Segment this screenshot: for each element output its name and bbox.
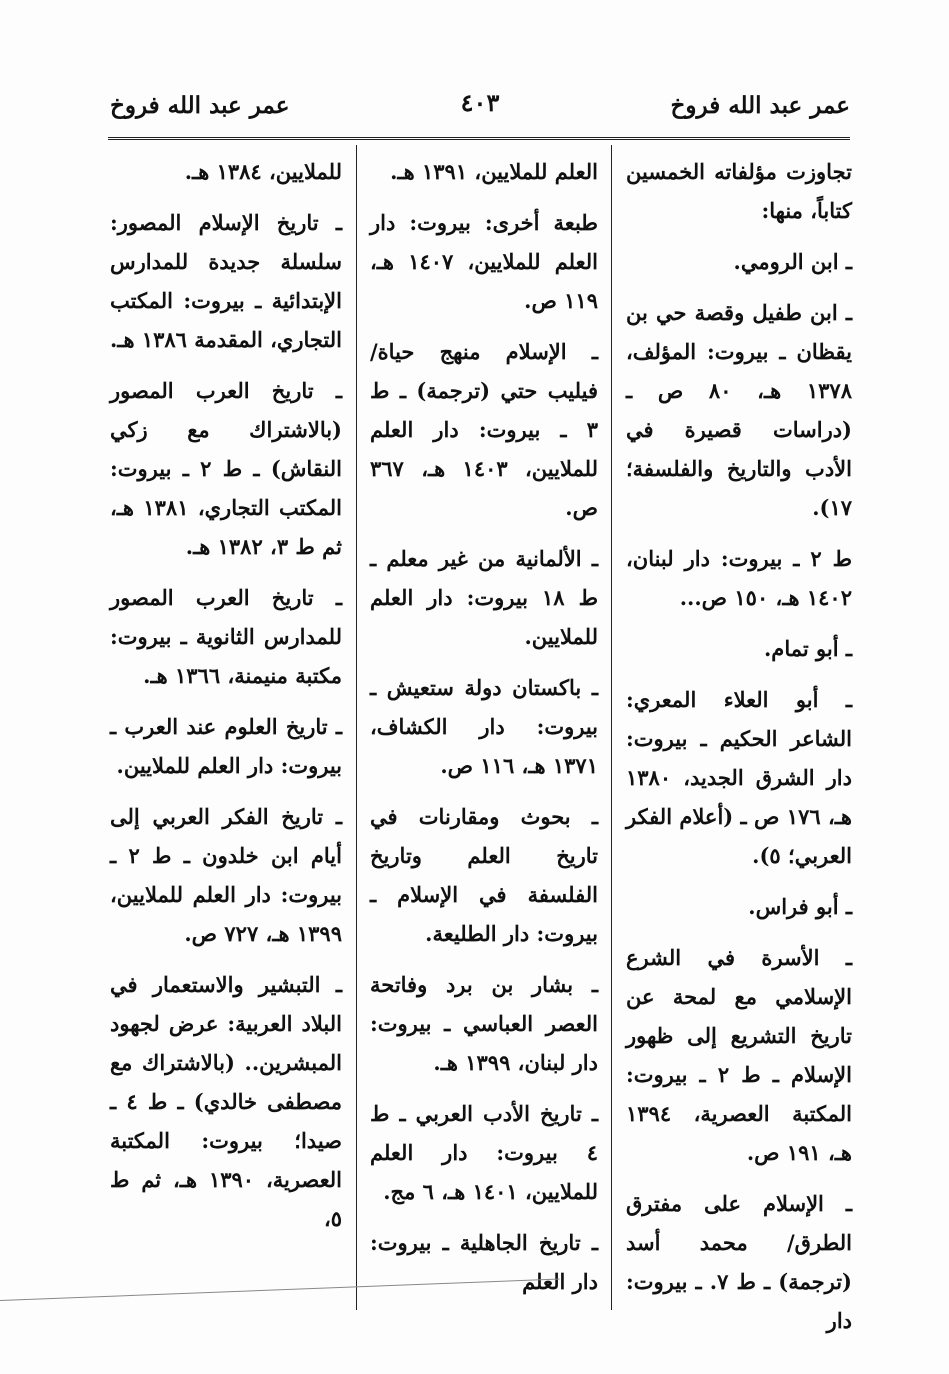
page-header xyxy=(110,88,850,128)
bib-entry xyxy=(110,371,342,566)
bib-entry xyxy=(370,152,598,191)
entry-text: ـ تاريخ الجاهلية ـ بيروت: دار العلم xyxy=(370,1230,598,1294)
bib-entry xyxy=(626,887,852,926)
bib-entry xyxy=(110,578,342,695)
column-right xyxy=(626,152,853,1333)
entry-text: طبعة أخرى: بيروت: دار العلم للملايين، ١٤٠٧ هـ، ١١٩ ص. xyxy=(370,210,598,313)
entry-text: ـ الإسلام منهج حياة/ فيليب حتي (ترجمة) ـ ط ٣ ـ بيروت: دار العلم للملايين، ١٤٠٣ هـ، ٣٦٧ ص. xyxy=(370,339,598,520)
entry-text: ـ تاريخ الإسلام المصور: سلسلة جديدة للمدارس الإبتدائية ـ بيروت: المكتب التجاري، المقدمة ١٣٨٦ هـ. xyxy=(109,210,342,352)
bib-entry xyxy=(110,965,342,1238)
bib-entry xyxy=(110,707,342,785)
bib-entry xyxy=(110,203,342,359)
bib-entry xyxy=(110,797,342,953)
entry-text: ـ الأسرة في الشرع الإسلامي مع لمحة عن تاريخ التشريع إلى ظهور الإسلام ـ ط ٢ ـ بيروت: المكتبة العصرية، ١٣٩٤ هـ، ١٩١ ص. xyxy=(626,945,852,1165)
entry-text: للملايين، ١٣٨٤ هـ. xyxy=(184,159,342,184)
entry-text: ـ ابن الرومي. xyxy=(733,249,852,274)
column-left xyxy=(110,152,342,1312)
bib-entry xyxy=(370,965,598,1082)
entry-text: ـ التبشير والاستعمار في البلاد العربية: عرض لجهود المبشرين.. (بالاشتراك مع مصطفى خالدي) ـ ط ٤ ـ صيدا؛ بيروت: المكتبة العصرية، ١٣٩٠ هـ، ثم ط ٥، xyxy=(110,972,342,1231)
bib-entry xyxy=(626,1184,852,1340)
bib-entry xyxy=(370,1094,598,1211)
column-divider xyxy=(611,145,612,1310)
entry-text: ـ تاريخ العلوم عند العرب ـ بيروت: دار العلم للملايين. xyxy=(110,714,342,778)
bib-entry xyxy=(626,242,852,281)
running-head-left: عمر عبد الله فروخ xyxy=(110,92,290,119)
entry-text: ـ أبو فراس. xyxy=(748,894,852,919)
page-number: ٤٠٣ xyxy=(460,88,500,117)
entry-text: تجاوزت مؤلفاته الخمسين كتاباً، منها: xyxy=(626,159,852,223)
bib-entry xyxy=(370,1223,598,1301)
bib-entry xyxy=(370,668,598,785)
entry-text: ـ بحوث ومقارنات في تاريخ العلم وتاريخ الفلسفة في الإسلام ـ بيروت: دار الطليعة. xyxy=(370,804,598,946)
bib-entry xyxy=(626,293,852,527)
running-head-right: عمر عبد الله فروخ xyxy=(670,92,850,119)
bib-entry xyxy=(110,152,342,191)
bib-entry xyxy=(626,539,852,617)
entry-text: ـ الإسلام على مفترق الطرق/ محمد أسد (ترجمة) ـ ط ٧. ـ بيروت: دار xyxy=(626,1191,852,1333)
entry-text: ـ تاريخ العرب المصور (بالاشتراك مع زكي النقاش) ـ ط ٢ ـ بيروت: المكتب التجاري، ١٣٨١ هـ، ثم ط ٣، ١٣٨٢ هـ. xyxy=(110,378,342,559)
entry-text: ـ تاريخ الفكر العربي إلى أيام ابن خلدون ـ ط ٢ ـ بيروت: دار العلم للملايين، ١٣٩٩ هـ، ٧٢٧ ص. xyxy=(110,804,342,946)
bib-entry xyxy=(626,680,852,875)
entry-text: ـ تاريخ الأدب العربي ـ ط ٤ بيروت: دار العلم للملايين، ١٤٠١ هـ، ٦ مج. xyxy=(370,1101,598,1204)
entry-text: ط ٢ ـ بيروت: دار لبنان، ١٤٠٢ هـ، ١٥٠ ص... xyxy=(626,546,853,610)
entry-text: ـ الألمانية من غير معلم ـ ط ١٨ بيروت: دار العلم للملايين. xyxy=(370,546,599,649)
column-middle xyxy=(370,152,598,1312)
bib-entry xyxy=(370,332,598,527)
entry-text: ـ ابن طفيل وقصة حي بن يقظان ـ بيروت: المؤلف، ١٣٧٨ هـ، ٨٠ ص ـ (دراسات قصيرة في الأدب والتاريخ والفلسفة؛ ١٧). xyxy=(626,300,852,520)
entry-text: ـ باكستان دولة ستعيش ـ بيروت: دار الكشاف، ١٣٧١ هـ، ١١٦ ص. xyxy=(370,675,598,778)
bib-entry xyxy=(626,152,852,230)
header-rule xyxy=(108,137,850,140)
bib-entry xyxy=(370,539,598,656)
bib-entry xyxy=(370,203,598,320)
column-divider xyxy=(356,145,357,1310)
entry-text: ـ أبو العلاء المعري: الشاعر الحكيم ـ بيروت: دار الشرق الجديد، ١٣٨٠ هـ، ١٧٦ ص ـ (أعلام الفكر العربي؛ ٥). xyxy=(626,687,852,868)
bib-entry xyxy=(370,797,598,953)
entry-text: ـ بشار بن برد وفاتحة العصر العباسي ـ بيروت: دار لبنان، ١٣٩٩ هـ. xyxy=(370,972,598,1075)
entry-text: ـ تاريخ العرب المصور للمدارس الثانوية ـ بيروت: مكتبة منيمنة، ١٣٦٦ هـ. xyxy=(110,585,342,688)
bib-entry xyxy=(626,629,852,668)
entry-text: ـ أبو تمام. xyxy=(764,636,852,661)
entry-text: العلم للملايين، ١٣٩١ هـ. xyxy=(390,159,598,184)
bib-entry xyxy=(626,938,852,1172)
